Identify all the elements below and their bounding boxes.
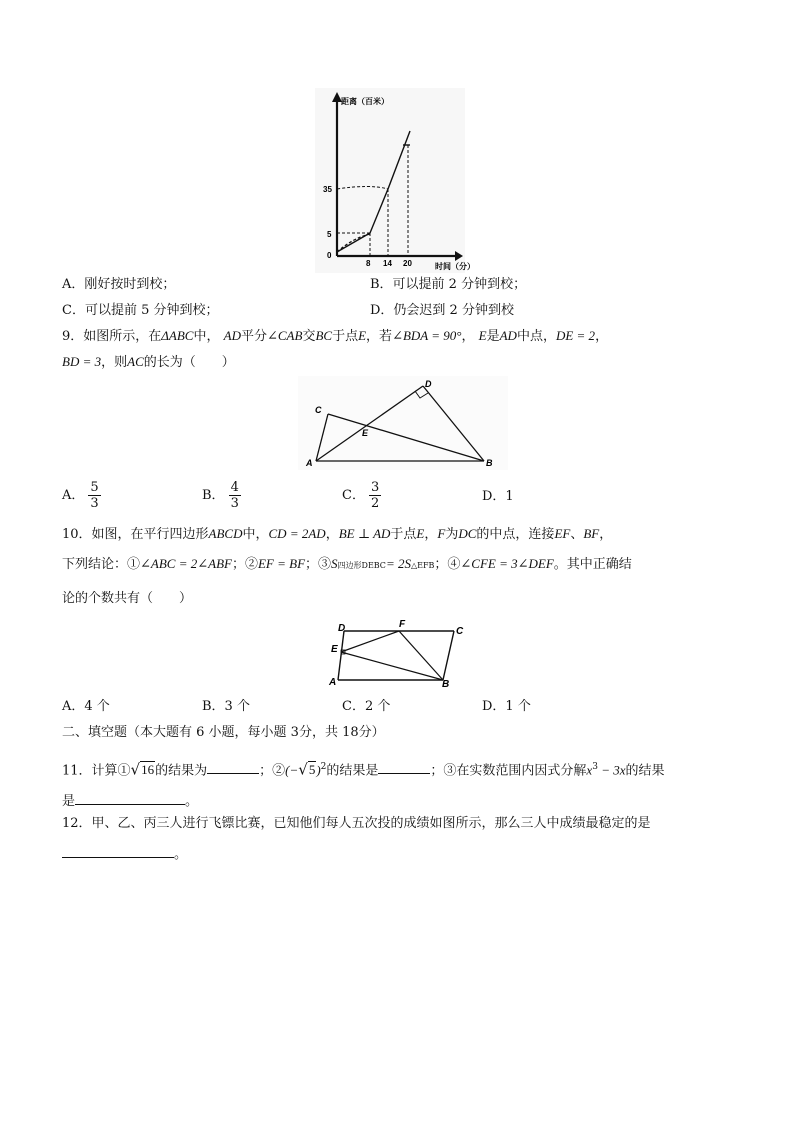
fraction (229, 480, 241, 511)
q9-text: ， (461, 329, 475, 344)
q8-option-a: A．刚好按时到校； (62, 277, 176, 292)
q10-math: ∠CFE = 3∠DEF (460, 556, 554, 571)
label-d: D (425, 379, 432, 389)
q9-stem-line-1 (62, 327, 608, 346)
q9-text: 的长为（ ） (143, 355, 235, 370)
answer-blank-1[interactable] (207, 759, 259, 774)
answer-blank-2[interactable] (378, 759, 430, 774)
fraction (88, 480, 100, 511)
q9-option-c (342, 480, 381, 511)
q10-option-d: D．1 个 (482, 699, 531, 714)
q10-stem-line-2 (62, 555, 632, 575)
q9-math: BD = 3 (62, 354, 102, 369)
q10-math: BF (583, 526, 600, 541)
figure-background (298, 376, 508, 470)
q10-option-a: A．4 个 (62, 699, 110, 714)
q12-line-2 (62, 843, 187, 864)
x-tick-20: 20 (403, 259, 412, 268)
q11-math: ) (316, 762, 321, 778)
segment-eb (341, 652, 443, 680)
q11-text: 的结果为 (155, 763, 208, 779)
q10-text: 下列结论：① (62, 557, 141, 572)
q9-math: DE = 2 (555, 328, 596, 343)
option-label: B． (202, 488, 225, 503)
exponent: 2 (320, 762, 327, 772)
y-tick-5: 5 (327, 230, 332, 239)
q10-text: 于点 (390, 527, 417, 542)
q9-text: ，则 (101, 355, 128, 370)
q10-math: F (437, 526, 446, 541)
q10-math: CD = 2AD (268, 526, 326, 541)
q10-text: ；③ (305, 557, 332, 572)
q10-text: ， (325, 527, 339, 542)
sqrt-sign: √ (298, 760, 308, 779)
q10-text: ；② (231, 557, 258, 572)
q11-math: − 3x (597, 762, 626, 778)
distance-time-graph (315, 88, 475, 273)
q9-text: 是 (486, 329, 500, 344)
numerator: 5 (90, 480, 99, 495)
y-tick-35: 35 (323, 185, 332, 194)
q10-subscript: △EFB (410, 561, 435, 570)
q9-math: AD (223, 328, 241, 343)
q9-text: 交 (302, 329, 316, 344)
label-c: C (315, 405, 322, 415)
segment-cb (443, 631, 454, 680)
q11-math: x (586, 762, 593, 778)
label-d: D (338, 623, 346, 634)
q11-text: ；② (259, 763, 286, 779)
q9-text: ，若 (366, 329, 393, 344)
option-label: C． (342, 488, 365, 503)
parallelogram-figure (328, 617, 476, 689)
triangle-figure (298, 376, 508, 470)
y-axis-label: 距离（百米） (341, 97, 389, 106)
q10-text: 中， (242, 527, 269, 542)
q10-math: = 2S (385, 556, 411, 571)
q9-stem-line-2 (62, 353, 235, 372)
label-b: B (442, 679, 450, 690)
q10-math: ABCD (208, 526, 243, 541)
q9-math: E (358, 328, 367, 343)
label-e: E (331, 644, 338, 655)
label-a: A (306, 458, 313, 468)
q10-text: 的中点，连接 (476, 527, 555, 542)
label-a: A (329, 677, 337, 688)
segment-da (338, 631, 344, 680)
q10-math: EF = BF (257, 556, 306, 571)
q9-text: 9．如图所示，在 (62, 329, 162, 344)
q10-stem-line-3: 论的个数共有（ ） (62, 591, 193, 606)
segment-ef (341, 631, 399, 652)
x-tick-8: 8 (366, 259, 371, 268)
q9-math: ∠BDA = 90° (392, 328, 462, 343)
q9-text: 中点， (516, 329, 556, 344)
numerator: 3 (370, 480, 380, 495)
q9-option-b (202, 480, 241, 511)
q11-text: 11．计算① (62, 763, 131, 779)
denominator: 2 (370, 496, 380, 511)
denominator: 3 (230, 496, 239, 511)
sqrt-sign: √ (130, 760, 141, 779)
label-b: B (486, 458, 493, 468)
q10-text: 为 (445, 527, 459, 542)
q10-text: 、 (570, 527, 584, 542)
x-tick-14: 14 (383, 259, 392, 268)
q11-line-2 (62, 790, 198, 811)
q9-math: E (478, 328, 487, 343)
q12-text: 。 (174, 847, 188, 862)
q9-text: 平分 (240, 329, 267, 344)
q10-stem-line-1 (62, 525, 612, 544)
q9-math: ΔABC (161, 328, 194, 343)
q10-text: ， (599, 527, 613, 542)
q11-math: (− (285, 762, 299, 778)
q9-math: AC (127, 354, 144, 369)
q10-math: ∠ABC = 2∠ABF (140, 556, 232, 571)
x-axis-label: 时间（分） (435, 262, 475, 271)
q8-option-b: B．可以提前 2 分钟到校； (370, 277, 527, 292)
q11-line-1 (62, 758, 665, 780)
q10-option-c: C．2 个 (342, 699, 391, 714)
option-label: A． (62, 488, 85, 503)
label-e: E (362, 428, 369, 438)
segment-fb (399, 631, 443, 680)
q9-math: AD (499, 328, 517, 343)
sqrt-argument: 5 (308, 762, 316, 778)
q10-math: EF (554, 526, 571, 541)
q11-text: 的结果 (625, 763, 665, 779)
q11-text: 是 (62, 794, 76, 809)
exponent: 3 (592, 762, 598, 772)
label-f: F (399, 619, 406, 630)
q9-text: ， (595, 329, 609, 344)
q10-text: ， (424, 527, 438, 542)
answer-blank-4[interactable] (62, 843, 174, 858)
q9-math: BC (315, 328, 333, 343)
numerator: 4 (230, 480, 239, 495)
q11-text: 的结果是 (326, 763, 379, 779)
label-c: C (456, 626, 464, 637)
q9-text: 于点 (332, 329, 359, 344)
q11-text: 。 (185, 794, 199, 809)
answer-blank-3[interactable] (75, 790, 185, 805)
origin-label: 0 (327, 251, 332, 260)
fraction (369, 480, 381, 511)
q10-option-b: B．3 个 (202, 699, 250, 714)
q10-math: S (331, 556, 338, 571)
q9-option-d: D．1 (482, 489, 514, 504)
q11-text: ；③在实数范围内因式分解 (430, 763, 587, 779)
q9-option-a (62, 480, 101, 511)
q10-math: BE ⊥ AD (338, 526, 391, 541)
q12-line-1: 12．甲、乙、丙三人进行飞镖比赛，已知他们每人五次投的成绩如图所示，那么三人中成绩最稳定的是 (62, 816, 651, 831)
q9-text: 中， (193, 329, 220, 344)
q10-text: 10．如图，在平行四边形 (62, 527, 209, 542)
q10-math: DC (458, 526, 477, 541)
denominator: 3 (90, 496, 99, 511)
q10-text: 。其中正确结 (553, 557, 632, 572)
q10-math: E (416, 526, 425, 541)
section-2-title: 二、填空题（本大题有 6 小题，每小题 3分，共 18分） (62, 725, 385, 740)
q8-option-d: D．仍会迟到 2 分钟到校 (370, 303, 514, 318)
q10-subscript: 四边形DEBC (337, 561, 386, 570)
q9-math: ∠CAB (266, 328, 303, 343)
q10-text: ；④ (434, 557, 461, 572)
q8-option-c: C．可以提前 5 分钟到校； (62, 303, 219, 318)
sqrt-argument: 16 (141, 762, 155, 778)
